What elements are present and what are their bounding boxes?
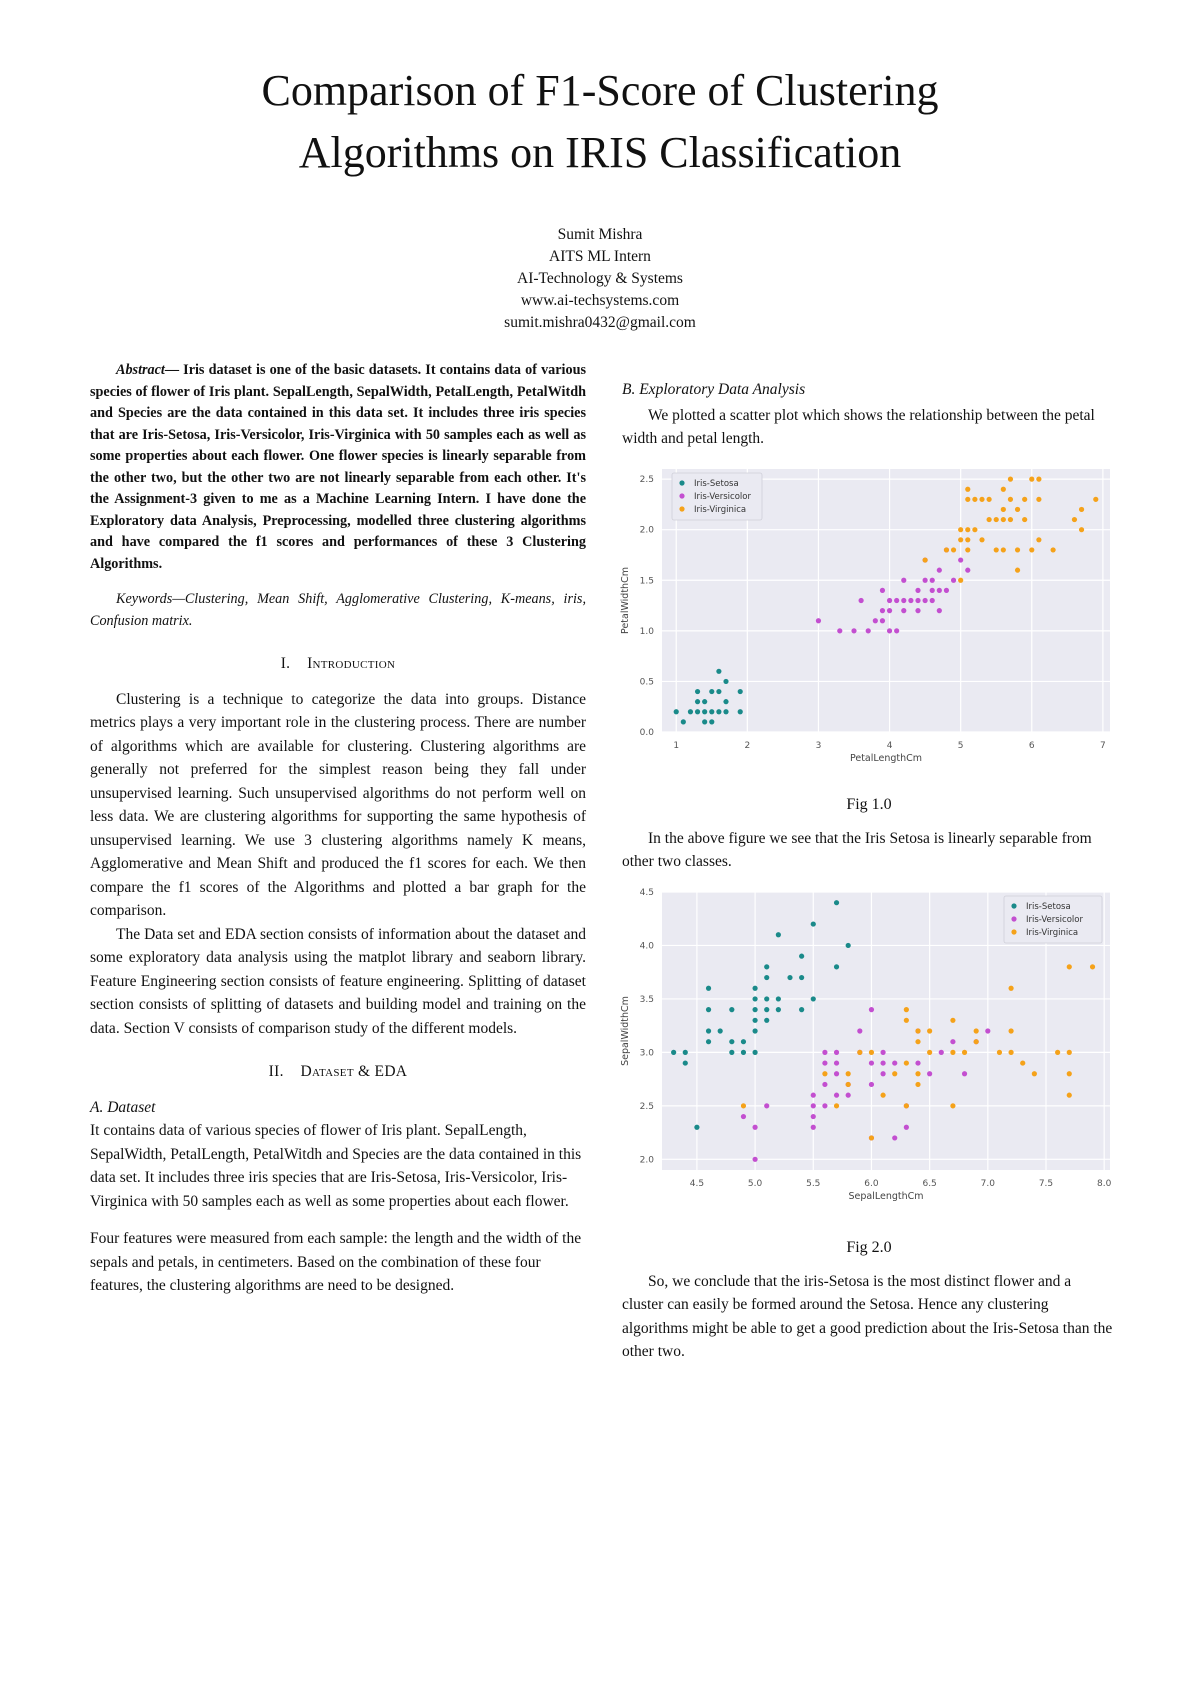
data-point — [822, 1060, 827, 1065]
data-point — [880, 1092, 885, 1097]
data-point — [1020, 1060, 1025, 1065]
data-point — [894, 597, 899, 602]
data-point — [873, 618, 878, 623]
data-point — [694, 1124, 699, 1129]
data-point — [1001, 486, 1006, 491]
data-point — [674, 709, 679, 714]
data-point — [822, 1081, 827, 1086]
legend-label: Iris-Setosa — [1026, 901, 1071, 912]
data-point — [1022, 516, 1027, 521]
data-point — [816, 618, 821, 623]
data-point — [1022, 496, 1027, 501]
y-tick-label: 2.5 — [639, 474, 654, 485]
data-point — [837, 628, 842, 633]
legend-marker — [679, 480, 684, 485]
data-point — [1008, 476, 1013, 481]
data-point — [764, 964, 769, 969]
y-tick-label: 0.0 — [639, 727, 654, 738]
y-tick-label: 4.0 — [639, 940, 654, 951]
legend-marker — [679, 506, 684, 511]
data-point — [709, 709, 714, 714]
data-point — [1015, 506, 1020, 511]
data-point — [965, 496, 970, 501]
data-point — [915, 1060, 920, 1065]
legend-label: Iris-Virginica — [694, 504, 747, 515]
data-point — [937, 608, 942, 613]
legend-marker — [1011, 916, 1016, 921]
data-point — [688, 709, 693, 714]
x-tick-label: 2 — [744, 740, 751, 751]
data-point — [752, 1124, 757, 1129]
x-axis-label: PetalLengthCm — [849, 752, 923, 764]
figure-2-caption: Fig 2.0 — [846, 1239, 892, 1256]
data-point — [1067, 1092, 1072, 1097]
data-point — [822, 1049, 827, 1054]
data-point — [887, 608, 892, 613]
data-point — [776, 996, 781, 1001]
data-point — [846, 1092, 851, 1097]
y-axis-label: PetalWidthCm — [620, 566, 631, 634]
data-point — [939, 1049, 944, 1054]
data-point — [811, 1092, 816, 1097]
data-point — [923, 577, 928, 582]
data-point — [880, 1071, 885, 1076]
data-point — [1008, 496, 1013, 501]
data-point — [1036, 476, 1041, 481]
author-name: Sumit Mishra — [557, 226, 643, 243]
subsection-eda: B. Exploratory Data Analysis — [622, 381, 806, 398]
data-point — [880, 618, 885, 623]
data-point — [764, 996, 769, 1001]
data-point — [997, 1049, 1002, 1054]
data-point — [716, 688, 721, 693]
data-point — [915, 1039, 920, 1044]
data-point — [764, 1103, 769, 1108]
author-org: AI-Technology & Systems — [517, 270, 683, 287]
figure-1-caption: Fig 1.0 — [846, 796, 892, 813]
data-point — [706, 985, 711, 990]
data-point — [958, 537, 963, 542]
data-point — [915, 597, 920, 602]
figure-2 — [622, 888, 1116, 1231]
data-point — [985, 1028, 990, 1033]
data-point — [923, 557, 928, 562]
data-point — [904, 1103, 909, 1108]
data-point — [987, 516, 992, 521]
data-point — [1008, 985, 1013, 990]
data-point — [741, 1049, 746, 1054]
abstract-label: Abstract — [116, 362, 165, 378]
data-point — [972, 527, 977, 532]
y-tick-label: 1.5 — [639, 575, 654, 586]
author-block — [0, 224, 1200, 334]
data-point — [1001, 516, 1006, 521]
data-point — [764, 1017, 769, 1022]
legend-label: Iris-Versicolor — [694, 491, 751, 502]
data-point — [729, 1007, 734, 1012]
data-point — [962, 1071, 967, 1076]
data-point — [834, 1049, 839, 1054]
data-point — [987, 496, 992, 501]
legend-label: Iris-Virginica — [1026, 927, 1079, 938]
x-tick-label: 1 — [673, 740, 680, 751]
data-point — [869, 1081, 874, 1086]
data-point — [709, 719, 714, 724]
abstract — [90, 360, 586, 575]
data-point — [965, 527, 970, 532]
data-point — [1032, 1071, 1037, 1076]
data-point — [851, 628, 856, 633]
data-point — [702, 719, 707, 724]
data-point — [1029, 476, 1034, 481]
data-point — [927, 1028, 932, 1033]
data-point — [1067, 1071, 1072, 1076]
data-point — [776, 1007, 781, 1012]
data-point — [1051, 547, 1056, 552]
data-point — [1055, 1049, 1060, 1054]
data-point — [683, 1049, 688, 1054]
data-point — [965, 547, 970, 552]
legend-marker — [679, 493, 684, 498]
data-point — [901, 597, 906, 602]
data-point — [738, 709, 743, 714]
data-point — [915, 1071, 920, 1076]
data-point — [834, 1071, 839, 1076]
x-axis-label: SepalLengthCm — [848, 1190, 924, 1202]
data-point — [729, 1049, 734, 1054]
intro-paragraph-1: Clustering is a technique to categorize the data into groups. Distance metrics plays a very important role in the clustering process. There are number of algorithms which are available for clustering. Clustering algorithms are generally not preferred for the simplest reason being they fall under unsupervised learning. Such unsupervised algorithms do not perform well on less data. We are clustering algorithms for supporting the same hypothesis of unsupervised learning. We use 3 clustering algorithms namely K means, Agglomerative and Mean Shift and produced the f1 scores for each. We then compare the f1 scores of the Algorithms and plotted a bar graph for the comparison. — [90, 690, 586, 919]
data-point — [1079, 506, 1084, 511]
data-point — [1008, 1028, 1013, 1033]
data-point — [904, 1007, 909, 1012]
section-heading-dataset — [90, 1060, 586, 1084]
data-point — [718, 1028, 723, 1033]
data-point — [752, 1028, 757, 1033]
data-point — [901, 577, 906, 582]
data-point — [834, 1103, 839, 1108]
x-tick-label: 6 — [1028, 740, 1035, 751]
data-point — [1036, 537, 1041, 542]
data-point — [951, 577, 956, 582]
data-point — [908, 597, 913, 602]
data-point — [962, 1049, 967, 1054]
dataset-paragraph-1: It contains data of various species of flower of Iris plant. SepalLength, SepalWidth, PetalLength, PetalWitdh and Species are the data contained in this data set. It includes three iris species that are Iris-Setosa, Iris-Versicolor, Iris-Virginica with 50 samples each as well as some properties about each flower. — [90, 1122, 582, 1210]
data-point — [787, 974, 792, 979]
data-point — [1029, 547, 1034, 552]
data-point — [937, 567, 942, 572]
data-point — [799, 1007, 804, 1012]
data-point — [880, 587, 885, 592]
author-email[interactable]: sumit.mishra0432@gmail.com — [504, 314, 696, 331]
data-point — [752, 996, 757, 1001]
data-point — [683, 1060, 688, 1065]
data-point — [958, 577, 963, 582]
data-point — [702, 699, 707, 704]
x-tick-label: 7.0 — [980, 1178, 995, 1189]
data-point — [752, 1049, 757, 1054]
data-point — [811, 996, 816, 1001]
data-point — [965, 486, 970, 491]
legend-marker — [1011, 929, 1016, 934]
data-point — [716, 709, 721, 714]
data-point — [1036, 496, 1041, 501]
data-point — [695, 709, 700, 714]
data-point — [706, 1007, 711, 1012]
data-point — [1079, 527, 1084, 532]
data-point — [695, 688, 700, 693]
data-point — [904, 1060, 909, 1065]
x-tick-label: 7 — [1100, 740, 1106, 751]
data-point — [1093, 496, 1098, 501]
data-point — [923, 597, 928, 602]
section-title: Dataset & EDA — [300, 1063, 408, 1080]
data-point — [729, 1039, 734, 1044]
x-tick-label: 5 — [957, 740, 964, 751]
data-point — [741, 1103, 746, 1108]
data-point — [752, 985, 757, 990]
data-point — [857, 1028, 862, 1033]
eda-paragraph-1: We plotted a scatter plot which shows the relationship between the petal width and petal length. — [622, 406, 1095, 447]
y-tick-label: 0.5 — [639, 676, 654, 687]
data-point — [869, 1049, 874, 1054]
data-point — [950, 1049, 955, 1054]
data-point — [811, 921, 816, 926]
data-point — [951, 547, 956, 552]
x-tick-label: 4.5 — [689, 1178, 705, 1189]
data-point — [950, 1017, 955, 1022]
y-tick-label: 4.5 — [639, 887, 654, 898]
legend — [1004, 896, 1102, 943]
data-point — [776, 932, 781, 937]
x-tick-label: 5.0 — [747, 1178, 763, 1189]
data-point — [752, 1007, 757, 1012]
figure-1 — [622, 465, 1116, 788]
data-point — [904, 1017, 909, 1022]
y-tick-label: 2.0 — [639, 1154, 654, 1165]
y-axis-label: SepalWidthCm — [620, 995, 631, 1066]
intro-paragraph-2: The Data set and EDA section consists of information about the dataset and some exploratory data analysis using the matplot library and seaborn library. Feature Engineering section consists of feature engineering. Splitting of dataset section consists of splitting of datasets and building model and training on the data. Section V consists of comparison study of the different models. — [90, 925, 586, 1037]
keywords: Keywords—Clustering, Mean Shift, Agglomerative Clustering, K-means, iris, Confusion matrix. — [90, 591, 586, 629]
dataset-paragraph-2: Four features were measured from each sample: the length and the width of the sepals and petals, in centimeters. Based on the combination of these four features, the clustering algorithms are need to be designed. — [90, 1230, 582, 1294]
data-point — [706, 1028, 711, 1033]
left-column — [90, 360, 586, 1298]
paper-title — [0, 60, 1200, 184]
data-point — [752, 1156, 757, 1161]
data-point — [799, 953, 804, 958]
data-point — [892, 1135, 897, 1140]
data-point — [1072, 516, 1077, 521]
data-point — [927, 1049, 932, 1054]
subsection-dataset: A. Dataset — [90, 1098, 156, 1116]
data-point — [1067, 964, 1072, 969]
data-point — [752, 1017, 757, 1022]
data-point — [1008, 1049, 1013, 1054]
x-tick-label: 7.5 — [1038, 1178, 1054, 1189]
section-number: II. — [268, 1063, 284, 1080]
y-tick-label: 3.5 — [639, 994, 654, 1005]
data-point — [915, 608, 920, 613]
data-point — [930, 587, 935, 592]
data-point — [880, 608, 885, 613]
data-point — [887, 597, 892, 602]
data-point — [846, 1081, 851, 1086]
data-point — [994, 516, 999, 521]
legend-label: Iris-Setosa — [694, 478, 739, 489]
data-point — [965, 567, 970, 572]
data-point — [869, 1060, 874, 1065]
eda-paragraph-2: In the above figure we see that the Iris Setosa is linearly separable from other two classes. — [622, 829, 1092, 870]
data-point — [834, 964, 839, 969]
section-heading-introduction — [90, 652, 586, 676]
x-tick-label: 6.0 — [864, 1178, 879, 1189]
data-point — [887, 628, 892, 633]
data-point — [834, 1060, 839, 1065]
data-point — [741, 1113, 746, 1118]
data-point — [915, 587, 920, 592]
legend — [672, 473, 762, 520]
x-tick-label: 4 — [886, 740, 893, 751]
data-point — [723, 678, 728, 683]
data-point — [702, 709, 707, 714]
data-point — [892, 1060, 897, 1065]
abstract-text: — Iris dataset is one of the basic datasets. It contains data of various species of flower of Iris plant. SepalLength, SepalWidth, PetalLength, PetalWitdh and Species are the data contained in this data set. It includes three iris species that are Iris-Setosa, Iris-Versicolor, Iris-Virginica with 50 samples each as well as some properties about each flower. One flower species is linearly separable from the other two, but the other two are not linearly separable from each other. It's the Assignment-3 given to me as a Machine Learning Intern. I have done the Exploratory data Analysis, Preprocessing, modelled three clustering algorithms and have compared the f1 scores and performances of these 3 Clustering Algorithms. — [90, 362, 586, 572]
data-point — [764, 974, 769, 979]
author-website[interactable]: www.ai-techsystems.com — [520, 292, 680, 309]
y-tick-label: 2.5 — [639, 1101, 654, 1112]
data-point — [846, 1071, 851, 1076]
data-point — [950, 1039, 955, 1044]
data-point — [901, 608, 906, 613]
data-point — [811, 1103, 816, 1108]
data-point — [822, 1071, 827, 1076]
data-point — [681, 719, 686, 724]
data-point — [880, 1049, 885, 1054]
data-point — [738, 688, 743, 693]
data-point — [927, 1071, 932, 1076]
scatter-petal-chart — [622, 465, 1116, 780]
data-point — [723, 709, 728, 714]
title-line-1: Comparison of F1-Score of Clustering — [261, 66, 939, 115]
data-point — [979, 496, 984, 501]
data-point — [1001, 547, 1006, 552]
x-tick-label: 8.0 — [1097, 1178, 1112, 1189]
data-point — [892, 1071, 897, 1076]
data-point — [822, 1103, 827, 1108]
data-point — [716, 668, 721, 673]
data-point — [1001, 506, 1006, 511]
scatter-sepal-chart — [622, 888, 1116, 1223]
data-point — [811, 1113, 816, 1118]
data-point — [915, 1081, 920, 1086]
data-point — [979, 537, 984, 542]
data-point — [1008, 516, 1013, 521]
data-point — [930, 597, 935, 602]
data-point — [1015, 547, 1020, 552]
author-role: AITS ML Intern — [549, 248, 651, 265]
eda-paragraph-3: So, we conclude that the iris-Setosa is the most distinct flower and a cluster can easily be formed around the Setosa. Hence any clustering algorithms might be able to get a good prediction about the Iris-Setosa than the other two. — [622, 1272, 1113, 1360]
y-tick-label: 1.0 — [639, 626, 654, 637]
data-point — [866, 628, 871, 633]
data-point — [974, 1039, 979, 1044]
x-tick-label: 3 — [815, 740, 822, 751]
data-point — [994, 547, 999, 552]
data-point — [930, 577, 935, 582]
data-point — [859, 597, 864, 602]
right-column — [622, 360, 1116, 1364]
data-point — [811, 1124, 816, 1129]
data-point — [880, 1060, 885, 1065]
x-tick-label: 5.5 — [806, 1178, 821, 1189]
legend-label: Iris-Versicolor — [1026, 914, 1083, 925]
data-point — [904, 1124, 909, 1129]
data-point — [695, 699, 700, 704]
data-point — [1015, 567, 1020, 572]
data-point — [894, 628, 899, 633]
data-point — [723, 699, 728, 704]
data-point — [937, 587, 942, 592]
title-line-2: Algorithms on IRIS Classification — [298, 128, 902, 177]
data-point — [972, 496, 977, 501]
data-point — [857, 1049, 862, 1054]
data-point — [950, 1103, 955, 1108]
data-point — [671, 1049, 676, 1054]
data-point — [965, 537, 970, 542]
data-point — [846, 942, 851, 947]
data-point — [958, 527, 963, 532]
x-tick-label: 6.5 — [922, 1178, 937, 1189]
data-point — [706, 1039, 711, 1044]
data-point — [741, 1039, 746, 1044]
data-point — [1067, 1049, 1072, 1054]
data-point — [1090, 964, 1095, 969]
data-point — [709, 688, 714, 693]
y-tick-label: 2.0 — [639, 525, 654, 536]
data-point — [834, 900, 839, 905]
data-point — [869, 1007, 874, 1012]
section-title: Introduction — [307, 655, 396, 672]
data-point — [944, 587, 949, 592]
data-point — [869, 1135, 874, 1140]
data-point — [799, 974, 804, 979]
data-point — [958, 557, 963, 562]
section-number: I. — [280, 655, 291, 672]
data-point — [764, 1007, 769, 1012]
data-point — [974, 1028, 979, 1033]
legend-marker — [1011, 903, 1016, 908]
data-point — [944, 547, 949, 552]
data-point — [834, 1092, 839, 1097]
y-tick-label: 3.0 — [639, 1047, 654, 1058]
data-point — [915, 1028, 920, 1033]
